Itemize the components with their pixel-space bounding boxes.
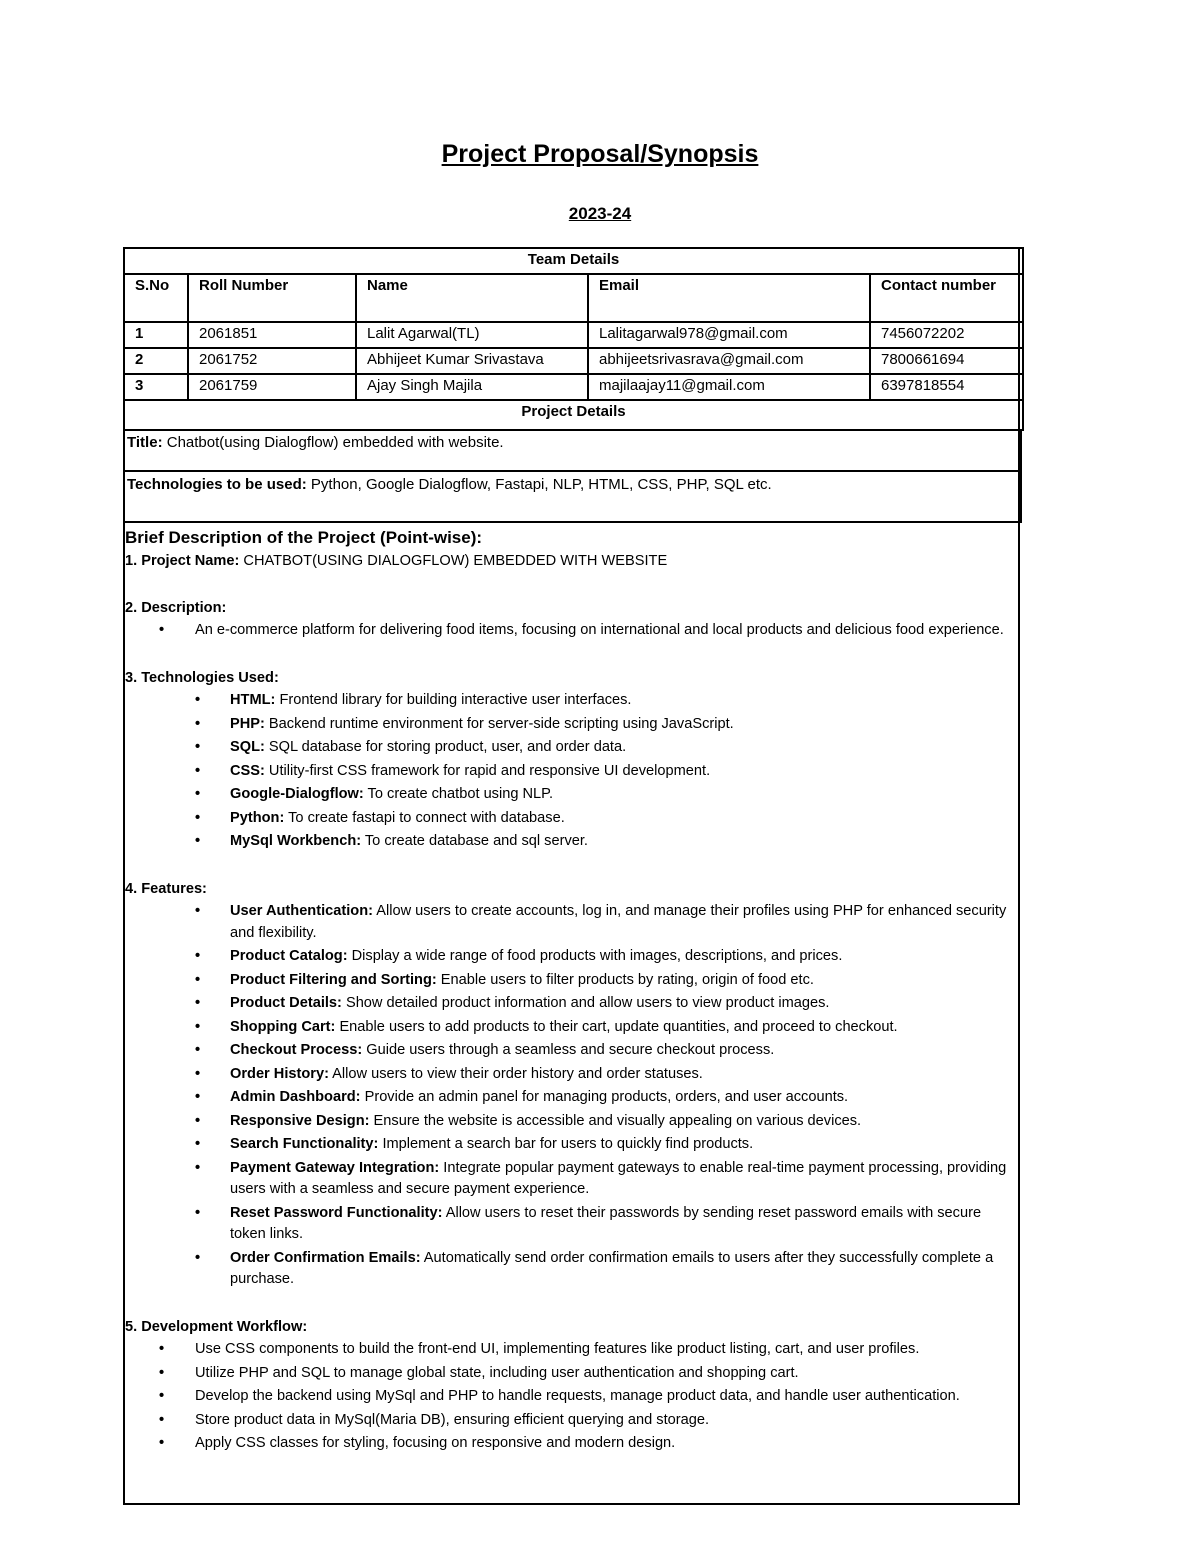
list-item [125,1134,1020,1156]
workflow-label: 5. Development Workflow: [125,1318,308,1335]
table-row [124,348,1023,374]
project-tech-value: Python, Google Dialogflow, Fastapi, NLP, HTML, CSS, PHP, SQL etc. [306,476,772,493]
col-contact: Contact number [870,274,1023,322]
workflow-list [125,1339,1020,1455]
list-item-label: HTML: [230,692,276,708]
list-item-label: SQL: [230,739,265,755]
list-item-text: To create chatbot using NLP. [363,786,554,802]
list-item [125,690,1020,712]
list-item-label: PHP: [230,715,265,732]
bullet-icon: • [195,1065,201,1082]
list-item-text: Integrate popular payment gateways to enable real-time payment processing, providing users with a seamless and secure payment experience. [230,1159,1007,1197]
list-item-text: Automatically send order confirmation emails to users after they successfully complete a purchase. [230,1249,994,1287]
cell-roll: 2061752 [188,348,356,374]
bullet-icon: • [195,809,201,826]
list-item [125,737,1020,759]
technologies-list [125,690,1020,853]
bullet-icon: • [195,1136,201,1152]
list-item-label: User Authentication: [230,903,373,919]
col-roll: Roll Number [188,274,356,322]
cell-contact: 6397818554 [870,374,1023,400]
list-item-text: Store product data in MySql(Maria DB), ensuring efficient querying and storage. [195,1411,710,1428]
bullet-icon: • [195,995,201,1011]
list-item [125,620,1020,642]
list-item [125,784,1020,806]
cell-roll: 2061759 [188,374,356,400]
description-label: 2. Description: [125,599,227,616]
list-item-label: Order History: [230,1065,329,1082]
list-item-label: Google-Dialogflow: [230,786,364,802]
list-item-text: Guide users through a seamless and secure checkout process. [362,1042,775,1058]
project-tech-label: Technologies to be used: [127,476,307,493]
list-item-text: Develop the backend using MySql and PHP to handle requests, manage product data, and handle user authentication. [195,1388,960,1404]
cell-contact: 7456072202 [870,322,1023,348]
list-item [125,901,1020,944]
list-item-text: Backend runtime environment for server-side scripting using JavaScript. [264,715,734,732]
list-item-label: CSS: [230,762,265,779]
list-item-label: Python: [230,809,285,826]
list-item-text: An e-commerce platform for delivering food items, focusing on international and local products and delicious food experience. [195,622,1004,638]
col-name: Name [356,274,588,322]
project-name-line [125,550,1020,574]
bullet-icon: • [195,1204,201,1221]
bullet-icon: • [195,948,201,964]
list-item [125,831,1020,853]
cell-sno: 1 [124,322,188,348]
technologies-label: 3. Technologies Used: [125,669,279,686]
bullet-icon: • [195,1042,201,1058]
cell-name: Abhijeet Kumar Srivastava [356,348,588,374]
list-item-text: Utilize PHP and SQL to manage global state, including user authentication and shopping cart. [195,1364,799,1381]
col-sno: S.No [124,274,188,322]
bullet-icon: • [159,1388,165,1404]
description-heading [125,597,1020,621]
document-title: Project Proposal/Synopsis [441,140,759,168]
cell-name: Ajay Singh Majila [356,374,588,400]
list-item-text: To create fastapi to connect with database. [284,809,565,826]
bullet-icon: • [195,1018,201,1035]
list-item [125,761,1020,783]
academic-year: 2023-24 [568,204,632,223]
bullet-icon: • [159,1341,165,1357]
list-item-label: Product Filtering and Sorting: [230,971,437,988]
list-item [125,1203,1020,1246]
bullet-icon: • [195,1112,201,1129]
brief-heading: Brief Description of the Project (Point-wise): [125,528,483,547]
list-item [125,808,1020,830]
bullet-icon: • [195,786,201,802]
bullet-icon: • [195,715,201,732]
list-item [125,1410,1020,1432]
list-item [125,1158,1020,1201]
technologies-heading [125,667,1020,691]
cell-roll: 2061851 [188,322,356,348]
features-label: 4. Features: [125,880,207,897]
col-email: Email [588,274,870,322]
list-item-text: Allow users to create accounts, log in, and manage their profiles using PHP for enhanced security and flexibility. [230,903,1007,941]
bullet-icon: • [195,1089,201,1105]
list-item-text: Provide an admin panel for managing products, orders, and user accounts. [360,1089,849,1105]
bullet-icon: • [195,762,201,779]
bullet-icon: • [195,833,201,849]
workflow-heading [125,1316,1020,1340]
bullet-icon: • [195,1159,201,1176]
list-item [125,714,1020,736]
list-item-label: Product Details: [230,995,342,1011]
bullet-icon: • [195,971,201,988]
brief-description [125,526,1020,1457]
cell-email: Lalitagarwal978@gmail.com [588,322,870,348]
table-row [124,374,1023,400]
project-name-value: CHATBOT(USING DIALOGFLOW) EMBEDDED WITH WEBSITE [239,553,668,569]
list-item-label: Product Catalog: [230,948,348,964]
project-title-label: Title: [127,434,163,451]
cell-sno: 3 [124,374,188,400]
cell-email: abhijeetsrivasrava@gmail.com [588,348,870,374]
list-item-text: Apply CSS classes for styling, focusing on responsive and modern design. [195,1435,676,1451]
list-item-label: Checkout Process: [230,1042,363,1058]
description-list [125,620,1020,642]
list-item-text: To create database and sql server. [361,833,588,849]
project-tech-row [123,472,1022,523]
list-item-label: Admin Dashboard: [230,1089,361,1105]
project-details-heading: Project Details [124,400,1023,430]
list-item-text: Utility-first CSS framework for rapid and responsive UI development. [264,762,711,779]
features-list [125,901,1020,1291]
table-row [124,322,1023,348]
bullet-icon: • [159,622,165,638]
cell-contact: 7800661694 [870,348,1023,374]
list-item-label: Search Functionality: [230,1136,379,1152]
list-item [125,1433,1020,1455]
project-title-value: Chatbot(using Dialogflow) embedded with website. [162,434,504,451]
list-item-text: Allow users to reset their passwords by sending reset password emails with secure token links. [230,1204,982,1242]
list-item [125,1339,1020,1361]
list-item [125,970,1020,992]
list-item [125,993,1020,1015]
team-details-heading: Team Details [124,248,1023,274]
list-item [125,1363,1020,1385]
list-item-label: Payment Gateway Integration: [230,1159,440,1176]
bullet-icon: • [195,903,201,919]
bullet-icon: • [195,739,201,755]
list-item-text: Ensure the website is accessible and visually appealing on various devices. [369,1112,862,1129]
list-item-label: MySql Workbench: [230,833,362,849]
list-item [125,946,1020,968]
list-item-text: Enable users to add products to their cart, update quantities, and proceed to checkout. [335,1018,898,1035]
team-details-table [123,247,1024,431]
bullet-icon: • [159,1435,165,1451]
bullet-icon: • [159,1364,165,1381]
list-item-label: Order Confirmation Emails: [230,1249,421,1266]
list-item [125,1248,1020,1291]
list-item-text: Allow users to view their order history and order statuses. [328,1065,703,1082]
bullet-icon: • [195,692,201,708]
list-item [125,1064,1020,1086]
project-title-row [123,431,1022,472]
list-item-label: Reset Password Functionality: [230,1204,443,1221]
bullet-icon: • [195,1249,201,1266]
cell-name: Lalit Agarwal(TL) [356,322,588,348]
list-item [125,1386,1020,1408]
features-heading [125,878,1020,902]
list-item-text: Implement a search bar for users to quickly find products. [378,1136,754,1152]
list-item-text: SQL database for storing product, user, and order data. [264,739,627,755]
team-header-row [124,274,1023,322]
bullet-icon: • [159,1411,165,1428]
list-item-text: Enable users to filter products by rating, origin of food etc. [436,971,814,988]
list-item-text: Display a wide range of food products with images, descriptions, and prices. [347,948,843,964]
list-item-text: Use CSS components to build the front-end UI, implementing features like product listing, cart, and user profiles. [195,1341,920,1357]
list-item-label: Shopping Cart: [230,1018,336,1035]
cell-sno: 2 [124,348,188,374]
project-name-label: 1. Project Name: [125,553,240,569]
list-item [125,1040,1020,1062]
list-item-text: Frontend library for building interactive user interfaces. [275,692,632,708]
list-item [125,1111,1020,1133]
list-item [125,1017,1020,1039]
list-item-label: Responsive Design: [230,1112,370,1129]
cell-email: majilaajay11@gmail.com [588,374,870,400]
list-item-text: Show detailed product information and allow users to view product images. [341,995,830,1011]
list-item [125,1087,1020,1109]
